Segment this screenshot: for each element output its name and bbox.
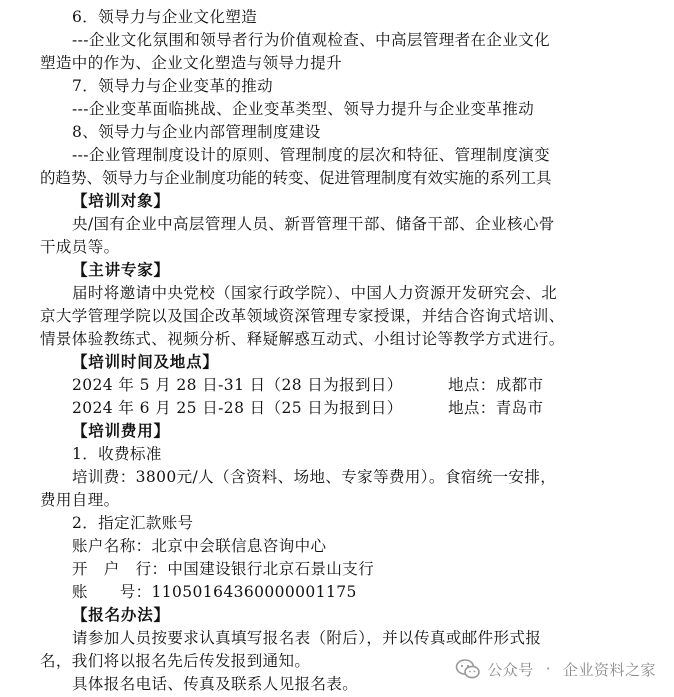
text-line: 2．指定汇款账号 bbox=[72, 514, 194, 532]
text-line: 1．收费标准 bbox=[72, 445, 162, 463]
text-line: 央/国有企业中高层管理人员、新晋管理干部、储备干部、企业核心骨 bbox=[72, 215, 555, 233]
text-line: 7．领导力与企业变革的推动 bbox=[72, 77, 274, 95]
watermark-account: 企业资料之家 bbox=[562, 660, 656, 679]
section-heading: 【培训时间及地点】 bbox=[72, 353, 219, 371]
text-line: 账 号：11050164360000001175 bbox=[72, 583, 357, 601]
text-line: ---企业管理制度设计的原则、管理制度的层次和特征、管理制度演变 bbox=[72, 146, 551, 164]
text-line: 京大学管理学院以及国企改革领域资深管理专家授课，并结合咨询式培训、 bbox=[40, 307, 565, 325]
text-line: 塑造中的作为、企业文化塑造与领导力提升 bbox=[40, 54, 343, 72]
text-line: ---企业变革面临挑战、企业变革类型、领导力提升与企业变革推动 bbox=[72, 100, 535, 118]
text-line: 开 户 行：中国建设银行北京石景山支行 bbox=[72, 560, 375, 578]
text-line: 培训费：3800元/人（含资料、场地、专家等费用）。食宿统一安排， bbox=[72, 468, 557, 486]
section-heading: 【培训对象】 bbox=[72, 192, 170, 210]
session-place: 地点：成都市 bbox=[448, 376, 544, 394]
section-heading: 【培训费用】 bbox=[72, 422, 170, 440]
text-line: 名，我们将以报名先后传发报到通知。 bbox=[40, 652, 311, 670]
text-line: 情景体验教练式、视频分析、释疑解惑互动式、小组讨论等教学方式进行。 bbox=[40, 330, 565, 348]
text-line: 干成员等。 bbox=[40, 238, 120, 256]
session-date: 2024 年 6 月 25 日-28 日（25 日为报到日） bbox=[72, 399, 403, 417]
watermark bbox=[451, 654, 660, 684]
text-line: 费用自理。 bbox=[40, 491, 120, 509]
section-heading: 【主讲专家】 bbox=[72, 261, 170, 279]
section-heading: 【报名办法】 bbox=[72, 606, 170, 624]
text-line: 届时将邀请中央党校（国家行政学院）、中国人力资源开发研究会、北 bbox=[72, 284, 558, 302]
wechat-icon bbox=[455, 658, 481, 680]
text-line: 具体报名电话、传真及联系人见报名表。 bbox=[72, 675, 359, 693]
session-row bbox=[72, 397, 632, 419]
text-line: 8、领导力与企业内部管理制度建设 bbox=[72, 123, 321, 141]
session-date: 2024 年 5 月 28 日-31 日（28 日为报到日） bbox=[72, 376, 403, 394]
watermark-separator: · bbox=[545, 660, 551, 678]
text-line: ---企业文化氛围和领导者行为价值观检查、中高层管理者在企业文化 bbox=[72, 31, 551, 49]
text-line: 账户名称：北京中会联信息咨询中心 bbox=[72, 537, 327, 555]
session-row bbox=[72, 374, 632, 396]
text-line: 的趋势、领导力与企业制度功能的转变、促进管理制度有效实施的系列工具 bbox=[40, 169, 552, 187]
text-line: 6．领导力与企业文化塑造 bbox=[72, 8, 258, 26]
watermark-platform: 公众号 bbox=[487, 660, 534, 679]
session-place: 地点：青岛市 bbox=[448, 399, 544, 417]
text-line: 请参加人员按要求认真填写报名表（附后），并以传真或邮件形式报 bbox=[72, 629, 542, 647]
